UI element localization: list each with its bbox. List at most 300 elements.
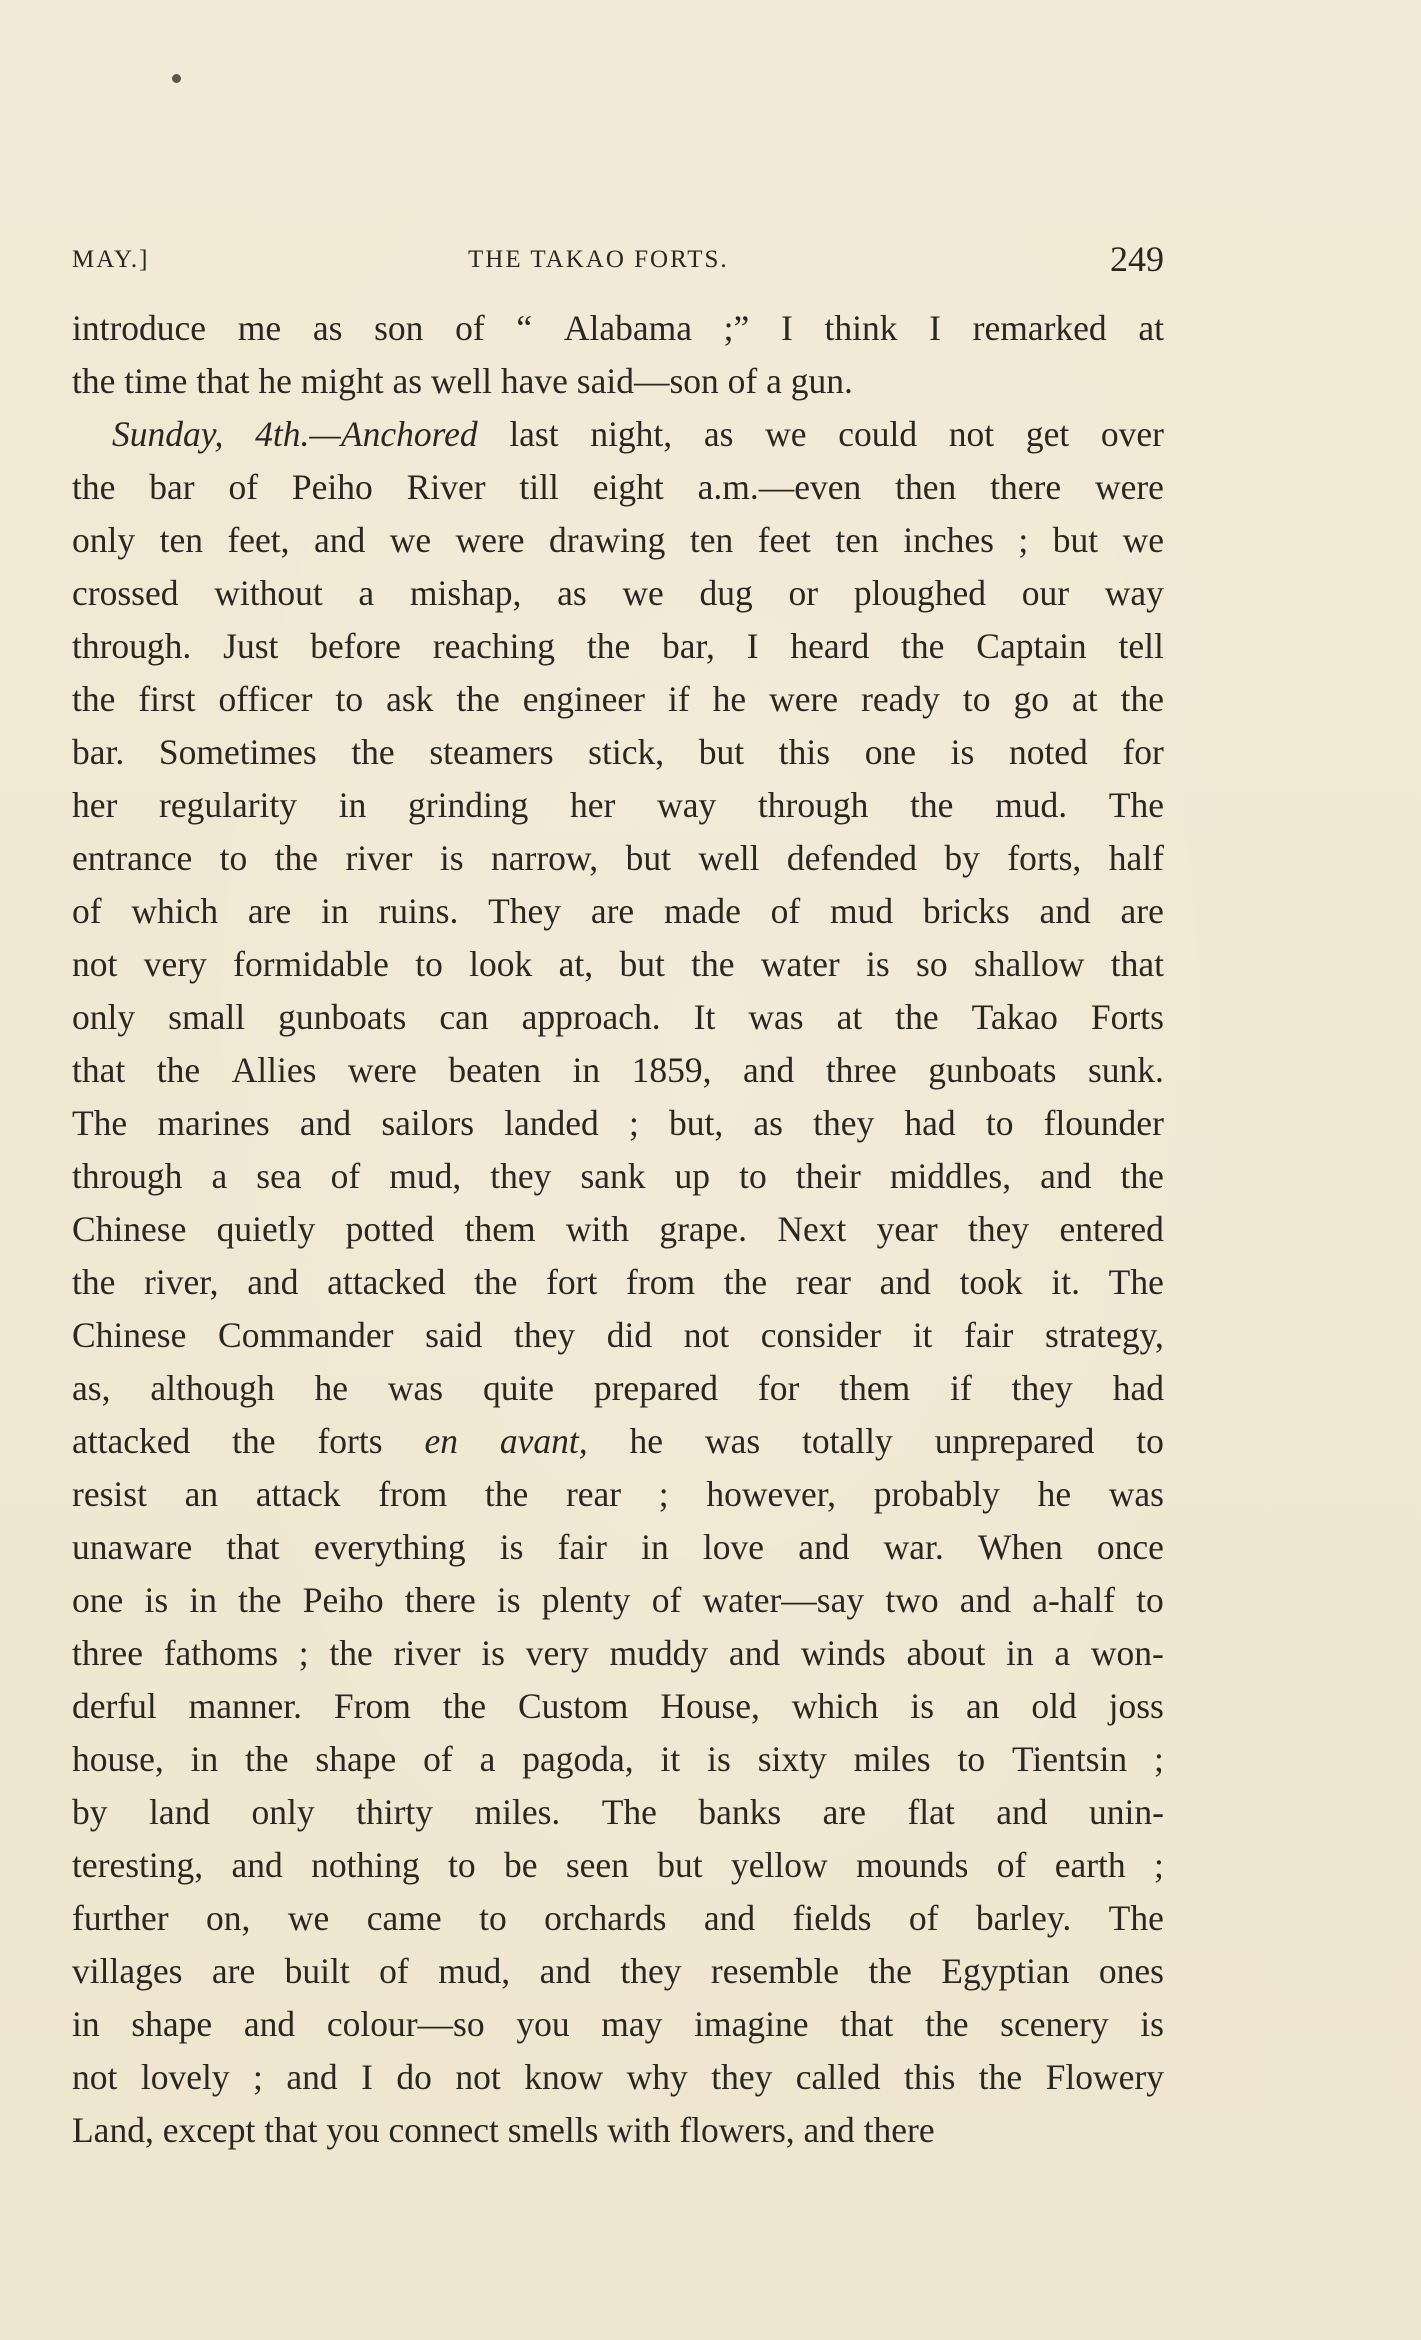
word: of <box>330 1156 361 1196</box>
word: unprepared <box>934 1421 1095 1461</box>
word: I <box>361 2057 373 2097</box>
word: last <box>509 414 559 454</box>
word: noted <box>1008 732 1088 772</box>
word: there <box>404 1580 476 1620</box>
word: without <box>214 573 323 613</box>
word: regularity <box>159 785 298 825</box>
word: were <box>769 679 839 719</box>
word: the <box>72 1262 116 1302</box>
word: the <box>1120 1156 1164 1196</box>
word: ; <box>1153 1739 1164 1779</box>
word: but <box>1052 520 1099 560</box>
word: river, <box>144 1262 219 1302</box>
word: the <box>895 997 939 1037</box>
word: we <box>765 414 807 454</box>
word: then <box>895 467 957 507</box>
word: scenery <box>1000 2004 1109 2044</box>
word: and <box>286 2057 338 2097</box>
word: as <box>557 573 587 613</box>
word: sea <box>256 1156 302 1196</box>
word: sailors <box>381 1103 475 1143</box>
word: mud <box>829 891 894 931</box>
word: for <box>757 1368 800 1408</box>
word: very <box>525 1633 589 1673</box>
text-line <box>72 355 1164 408</box>
word: in <box>72 2004 100 2044</box>
word: The <box>1108 785 1164 825</box>
word: of <box>908 1898 939 1938</box>
word: is <box>496 1580 521 1620</box>
word: the <box>351 732 395 772</box>
word: fort <box>546 1262 598 1302</box>
word: we <box>1122 520 1164 560</box>
word: ten <box>835 520 879 560</box>
word: They <box>488 891 562 931</box>
word: were <box>1094 467 1164 507</box>
word: do <box>396 2057 432 2097</box>
word: Allies <box>231 1050 317 1090</box>
word: on, <box>206 1898 251 1938</box>
word: up <box>674 1156 711 1196</box>
word: to <box>219 838 248 878</box>
word: gunboats <box>278 997 407 1037</box>
word: lovely <box>140 2057 230 2097</box>
word: of <box>996 1845 1027 1885</box>
word: crossed <box>72 573 179 613</box>
word: introduce <box>72 308 207 348</box>
word: sank <box>580 1156 646 1196</box>
word: once <box>1096 1527 1164 1567</box>
word: prepared <box>593 1368 719 1408</box>
word: resist <box>72 1474 147 1514</box>
word: he <box>314 1368 348 1408</box>
word: to <box>1136 1421 1164 1461</box>
word: manner. <box>188 1686 303 1726</box>
word: feet, <box>227 520 290 560</box>
word: only <box>72 520 136 560</box>
word: is <box>499 1527 524 1567</box>
word: of <box>455 308 485 348</box>
word: are <box>247 891 292 931</box>
word: but <box>657 1845 703 1885</box>
text-line <box>72 2104 1164 2157</box>
word: of <box>770 891 801 931</box>
word: two <box>885 1580 939 1620</box>
word: ; <box>628 1103 639 1143</box>
word: could <box>838 414 918 454</box>
word: may <box>601 2004 663 2044</box>
word: as <box>392 361 431 401</box>
word: totally <box>802 1421 893 1461</box>
word: over <box>1100 414 1164 454</box>
word: derful <box>72 1686 157 1726</box>
word: small <box>168 997 246 1037</box>
word: which <box>791 1686 879 1726</box>
word: as <box>753 1103 783 1143</box>
word: was <box>748 997 804 1037</box>
word: but <box>619 944 665 984</box>
word: seen <box>565 1845 629 1885</box>
word: it <box>912 1315 933 1355</box>
word: old <box>1031 1686 1077 1726</box>
word: house, <box>72 1739 164 1779</box>
word: an <box>965 1686 1000 1726</box>
text-line <box>72 514 1164 567</box>
word: a.m.—even <box>697 467 862 507</box>
word: I <box>746 626 759 666</box>
word: ; <box>298 1633 309 1673</box>
word: defended <box>786 838 917 878</box>
word: dug <box>699 573 753 613</box>
word: this <box>904 2057 956 2097</box>
word: water—say <box>702 1580 865 1620</box>
word: ;” <box>723 308 750 348</box>
word: if <box>950 1368 972 1408</box>
word: is <box>866 944 890 984</box>
word: to <box>415 944 443 984</box>
word: in <box>572 1050 601 1090</box>
word: which <box>131 891 219 931</box>
word: ask <box>386 679 434 719</box>
word: ; <box>1018 520 1029 560</box>
word: and <box>243 2004 296 2044</box>
word: remarked <box>972 308 1107 348</box>
word: attacked <box>72 1421 191 1461</box>
word: he <box>629 1421 664 1461</box>
word: rear <box>795 1262 851 1302</box>
word: might <box>300 361 393 401</box>
word: Chinese <box>72 1209 187 1249</box>
word: and <box>299 1103 352 1143</box>
word: quietly <box>216 1209 316 1249</box>
word: the <box>910 785 954 825</box>
word: shape <box>131 2004 213 2044</box>
word: landed <box>504 1103 599 1143</box>
word: in <box>1006 1633 1034 1673</box>
word: eight <box>592 467 664 507</box>
word: Sometimes <box>158 732 317 772</box>
word: although <box>150 1368 275 1408</box>
word: bar <box>149 467 195 507</box>
word: and <box>313 520 366 560</box>
word: I <box>929 308 941 348</box>
word: forts, <box>1007 838 1082 878</box>
word: that <box>264 2110 327 2150</box>
text-line <box>72 1627 1164 1680</box>
word: in <box>189 1580 217 1620</box>
word: and <box>879 1262 931 1302</box>
word: drawing <box>549 520 666 560</box>
word: are <box>1120 891 1164 931</box>
word: they <box>711 2057 773 2097</box>
word: very <box>143 944 207 984</box>
word: river <box>345 838 413 878</box>
word: we <box>287 1898 330 1938</box>
word: not <box>72 944 118 984</box>
word: heard <box>790 626 870 666</box>
word: can <box>439 997 489 1037</box>
word: they <box>490 1156 552 1196</box>
word: and <box>539 1951 591 1991</box>
word: ten <box>689 520 734 560</box>
word: the <box>456 679 500 719</box>
word: The <box>72 1103 128 1143</box>
word: year <box>876 1209 938 1249</box>
word: potted <box>345 1209 435 1249</box>
word: were <box>347 1050 417 1090</box>
word: unin- <box>1088 1792 1164 1832</box>
text-line <box>72 885 1164 938</box>
word: villages <box>72 1951 183 1991</box>
word: not <box>72 2057 118 2097</box>
text-line <box>72 408 1164 461</box>
word: you <box>326 2110 389 2150</box>
word: a-half <box>1032 1580 1115 1620</box>
word: plenty <box>541 1580 631 1620</box>
word: orchards <box>544 1898 667 1938</box>
text-line <box>72 1309 1164 1362</box>
word: and <box>231 1845 283 1885</box>
body-text <box>72 302 1164 2157</box>
word: ten <box>159 520 203 560</box>
word: is <box>707 1739 731 1779</box>
word: gun. <box>790 361 853 401</box>
running-head <box>72 238 1164 278</box>
word: as <box>312 308 343 348</box>
word: everything <box>313 1527 466 1567</box>
word: he <box>258 361 301 401</box>
word: me <box>237 308 282 348</box>
word: had <box>904 1103 956 1143</box>
word: through. <box>72 626 192 666</box>
word: fields <box>792 1898 872 1938</box>
word: the <box>232 1421 276 1461</box>
word: is <box>950 732 975 772</box>
text-line <box>72 1945 1164 1998</box>
word: but, <box>669 1103 724 1143</box>
word: there <box>990 467 1062 507</box>
word: half <box>1108 838 1164 878</box>
word: bricks <box>922 891 1010 931</box>
word: feet <box>757 520 811 560</box>
word: bar. <box>72 732 125 772</box>
word: attack <box>255 1474 341 1514</box>
word: ruins. <box>378 891 459 931</box>
word: connect <box>388 2110 508 2150</box>
word: barley. <box>975 1898 1072 1938</box>
word: muddy <box>609 1633 709 1673</box>
word: one <box>72 1580 124 1620</box>
word: consider <box>760 1315 882 1355</box>
word: had <box>1112 1368 1164 1408</box>
word: the <box>978 2057 1023 2097</box>
word: banks <box>698 1792 782 1832</box>
word: quite <box>482 1368 554 1408</box>
text-line <box>72 832 1164 885</box>
text-line <box>72 1097 1164 1150</box>
word: of <box>72 891 102 931</box>
word: in <box>641 1527 669 1567</box>
word: 1859, <box>631 1050 712 1090</box>
word: they <box>1011 1368 1073 1408</box>
word: Commander <box>218 1315 394 1355</box>
word: further <box>72 1898 169 1938</box>
word: is <box>439 838 464 878</box>
text-line <box>72 1839 1164 1892</box>
word: Land, <box>72 2110 163 2150</box>
word: of <box>423 1739 453 1779</box>
word: ready <box>861 679 940 719</box>
word: The <box>1108 1898 1164 1938</box>
text-line <box>72 938 1164 991</box>
word: the <box>586 626 631 666</box>
word: at, <box>558 944 594 984</box>
word: sixty <box>757 1739 827 1779</box>
word: probably <box>873 1474 1000 1514</box>
word: except <box>162 2110 265 2150</box>
word: till <box>519 467 559 507</box>
word: is <box>910 1686 935 1726</box>
word: and <box>247 1262 299 1302</box>
word: if <box>667 679 690 719</box>
word: river <box>393 1633 461 1673</box>
word: marines <box>157 1103 270 1143</box>
word: stick, <box>588 732 665 772</box>
word: with <box>565 1209 630 1249</box>
word: way <box>657 785 717 825</box>
word: there <box>863 2110 935 2150</box>
word: shallow <box>973 944 1085 984</box>
word: tell <box>1118 626 1164 666</box>
word: strategy, <box>1044 1315 1164 1355</box>
word: Next <box>777 1209 847 1249</box>
word: resemble <box>710 1951 840 1991</box>
word: that <box>72 1050 126 1090</box>
word: “ <box>516 308 533 348</box>
word: From <box>333 1686 411 1726</box>
word: and <box>1039 891 1091 931</box>
text-line <box>72 1733 1164 1786</box>
word: flat <box>907 1792 955 1832</box>
word: built <box>284 1951 350 1991</box>
word: you <box>516 2004 570 2044</box>
word: entered <box>1059 1209 1164 1249</box>
word: her <box>72 785 118 825</box>
word: ; <box>253 2057 263 2097</box>
word: unaware <box>72 1527 193 1567</box>
word: their <box>795 1156 861 1196</box>
word: know <box>524 2057 604 2097</box>
word: the <box>329 1633 373 1673</box>
word: at <box>1138 308 1164 348</box>
text-line <box>72 1786 1164 1839</box>
word: in <box>338 785 367 825</box>
text-line <box>72 620 1164 673</box>
word: formidable <box>233 944 389 984</box>
word: officer <box>218 679 313 719</box>
word: them <box>839 1368 911 1408</box>
text-line <box>72 1468 1164 1521</box>
word: think <box>824 308 898 348</box>
text-line <box>72 1998 1164 2051</box>
text-line <box>72 991 1164 1044</box>
word: to <box>479 1898 507 1938</box>
word: from <box>626 1262 696 1302</box>
word: at <box>1072 679 1098 719</box>
word: sunk. <box>1087 1050 1164 1090</box>
word: the <box>72 679 116 719</box>
word: is <box>481 1633 505 1673</box>
word: ploughed <box>853 573 986 613</box>
word: the <box>474 1262 518 1302</box>
word: in <box>321 891 349 931</box>
text-line <box>72 1362 1164 1415</box>
word: avant, <box>499 1421 588 1461</box>
word: through <box>757 785 869 825</box>
word: before <box>310 626 401 666</box>
word: and <box>803 2110 864 2150</box>
word: the <box>1120 679 1164 719</box>
word: took <box>959 1262 1023 1302</box>
word: are <box>211 1951 256 1991</box>
word: thirty <box>356 1792 434 1832</box>
word: miles <box>853 1739 931 1779</box>
word: was <box>1108 1474 1164 1514</box>
word: 4th.—Anchored <box>255 414 478 454</box>
word: narrow, <box>491 838 599 878</box>
word: by <box>72 1792 108 1832</box>
word: they <box>513 1315 576 1355</box>
word: the <box>156 1050 201 1090</box>
text-line <box>72 1892 1164 1945</box>
text-line <box>72 2051 1164 2104</box>
word: made <box>663 891 741 931</box>
word: fair <box>557 1527 607 1567</box>
word: and <box>1040 1156 1092 1196</box>
word: Tientsin <box>1011 1739 1128 1779</box>
word: Sunday, <box>112 414 224 454</box>
word: mud. <box>995 785 1068 825</box>
text-line <box>72 1574 1164 1627</box>
word: the <box>72 361 125 401</box>
word: three <box>825 1050 897 1090</box>
page-number: 249 <box>1110 239 1164 279</box>
word: fathoms <box>163 1633 279 1673</box>
word: fair <box>964 1315 1014 1355</box>
word: reaching <box>432 626 555 666</box>
word: our <box>1021 573 1070 613</box>
word: from <box>378 1474 448 1514</box>
word: an <box>184 1474 219 1514</box>
word: said <box>425 1315 483 1355</box>
word: why <box>626 2057 688 2097</box>
word: have <box>500 361 577 401</box>
text-line <box>72 726 1164 779</box>
word: came <box>366 1898 442 1938</box>
word: that <box>226 1527 280 1567</box>
word: forts <box>317 1421 383 1461</box>
word: and <box>728 1633 781 1673</box>
word: Chinese <box>72 1315 187 1355</box>
word: Peiho <box>302 1580 384 1620</box>
word: ; <box>658 1474 669 1514</box>
word: to <box>962 679 991 719</box>
word: of <box>228 467 259 507</box>
word: not <box>455 2057 501 2097</box>
word: to <box>1136 1580 1164 1620</box>
word: land <box>148 1792 211 1832</box>
word: It <box>693 997 716 1037</box>
